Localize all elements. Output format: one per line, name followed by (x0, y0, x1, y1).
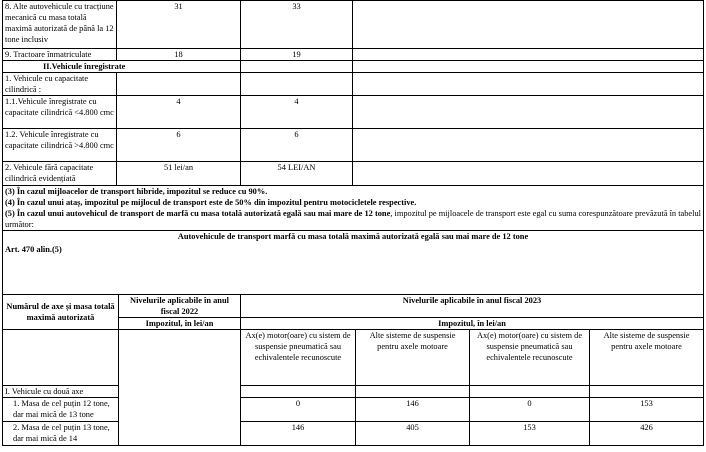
row-label: 1. Masa de cel puțin 12 tone, dar mai mică de 13 tone (3, 398, 119, 421)
table-row (3, 96, 704, 129)
note-4: (4) În cazul unui ataș, impozitul pe mijlocul de transport este de 50% din impozitul pentru motocicletele respective. (5, 197, 417, 207)
value-2023: 19 (241, 49, 353, 61)
value-2022: 4 (117, 96, 241, 129)
value-pneumatic-2023: 0 (241, 398, 356, 421)
table-row (3, 49, 704, 61)
value-2022 (117, 73, 241, 96)
row-label: 1. Vehicule cu capacitate cilindrică : (3, 73, 117, 96)
table-row (3, 162, 704, 185)
col-2022-header: Nivelurile aplicabile în anul fiscal 2022 (119, 294, 241, 317)
value-other-2023: 426 (590, 421, 704, 445)
row-label: 2. Masa de cel puțin 13 tone, dar mai mică de 14 (3, 421, 119, 445)
notes-row (3, 185, 704, 230)
heavy-title-row (3, 230, 704, 294)
value-2022: 51 lei/an (117, 162, 241, 185)
header-row (3, 294, 704, 317)
subheader-row (3, 330, 704, 386)
value-2023: 54 LEI/AN (241, 162, 353, 185)
section-header-row (3, 61, 704, 73)
value-pneumatic-2023: 153 (470, 421, 590, 445)
row-label: 8. Alte autovehicule cu tracțiune mecanică cu masa totală maximă autorizată de până la 12 tone inclusiv (3, 1, 117, 49)
heavy-vehicle-tax-table (2, 230, 704, 446)
table-row (3, 129, 704, 162)
group-label: I. Vehicule cu două axe (3, 386, 119, 398)
note-5: (5) În cazul unui autovehicul de transport de marfă cu masa totală autorizată egală sau mai mare de 12 tone, impozitul pe mijloacele de transport este egal cu suma corespunzătoare prevăzută în tabelul următor: (5, 208, 701, 229)
col-axles-header: Numărul de axe și masa totală maximă autorizată (3, 294, 119, 329)
value-2022: 31 (117, 1, 241, 49)
value-other-2023: 405 (356, 421, 470, 445)
col-2023-header: Nivelurile aplicabile în anul fiscal 2023 (241, 294, 704, 317)
article-reference: Art. 470 alin.(5) (5, 245, 62, 255)
table-row (3, 421, 704, 445)
value-2023: 6 (241, 129, 353, 162)
row-label: 9. Tractoare înmatriculate (3, 49, 117, 61)
table-row (3, 73, 704, 96)
vehicle-tax-table (2, 0, 704, 231)
value-pneumatic-2023: 0 (470, 398, 590, 421)
heavy-title: Autovehicule de transport marfă cu masa totală maximă autorizată egală sau mai mare de 12 tone (177, 231, 529, 241)
value-2022: 18 (117, 49, 241, 61)
group-row (3, 386, 704, 398)
value-2023: 33 (241, 1, 353, 49)
tax-label-2022: Impozitul, în lei/an (119, 318, 241, 330)
row-label: 2. Vehicule fără capacitate cilindrică evidențiată (3, 162, 117, 185)
value-pneumatic-2023: 146 (241, 421, 356, 445)
table-row (3, 398, 704, 421)
sub-other-header: Alte sisteme de suspensie pentru axele motoare (356, 330, 470, 386)
sub-other-header: Alte sisteme de suspensie pentru axele motoare (590, 330, 704, 386)
tax-label-2023: Impozitul, în lei/an (241, 318, 704, 330)
value-other-2023: 146 (356, 398, 470, 421)
value-2023: 4 (241, 96, 353, 129)
sub-pneumatic-header: Ax(e) motor(oare) cu sistem de suspensie pneumatică sau echivalentele recunoscute (470, 330, 590, 386)
value-2023 (241, 73, 353, 96)
sub-pneumatic-header: Ax(e) motor(oare) cu sistem de suspensie pneumatică sau echivalentele recunoscute (241, 330, 356, 386)
note-3: (3) În cazul mijloacelor de transport hibride, impozitul se reduce cu 90%. (5, 186, 268, 196)
table-row (3, 1, 704, 49)
row-label: 1.2. Vehicule înregistrate cu capacitate cilindrică >4.800 cmc (3, 129, 117, 162)
value-2022: 6 (117, 129, 241, 162)
section-title: II.Vehicule înregistrate (3, 61, 241, 73)
value-other-2023: 153 (590, 398, 704, 421)
row-label: 1.1.Vehicule înregistrate cu capacitate cilindrică <4.800 cmc (3, 96, 117, 129)
